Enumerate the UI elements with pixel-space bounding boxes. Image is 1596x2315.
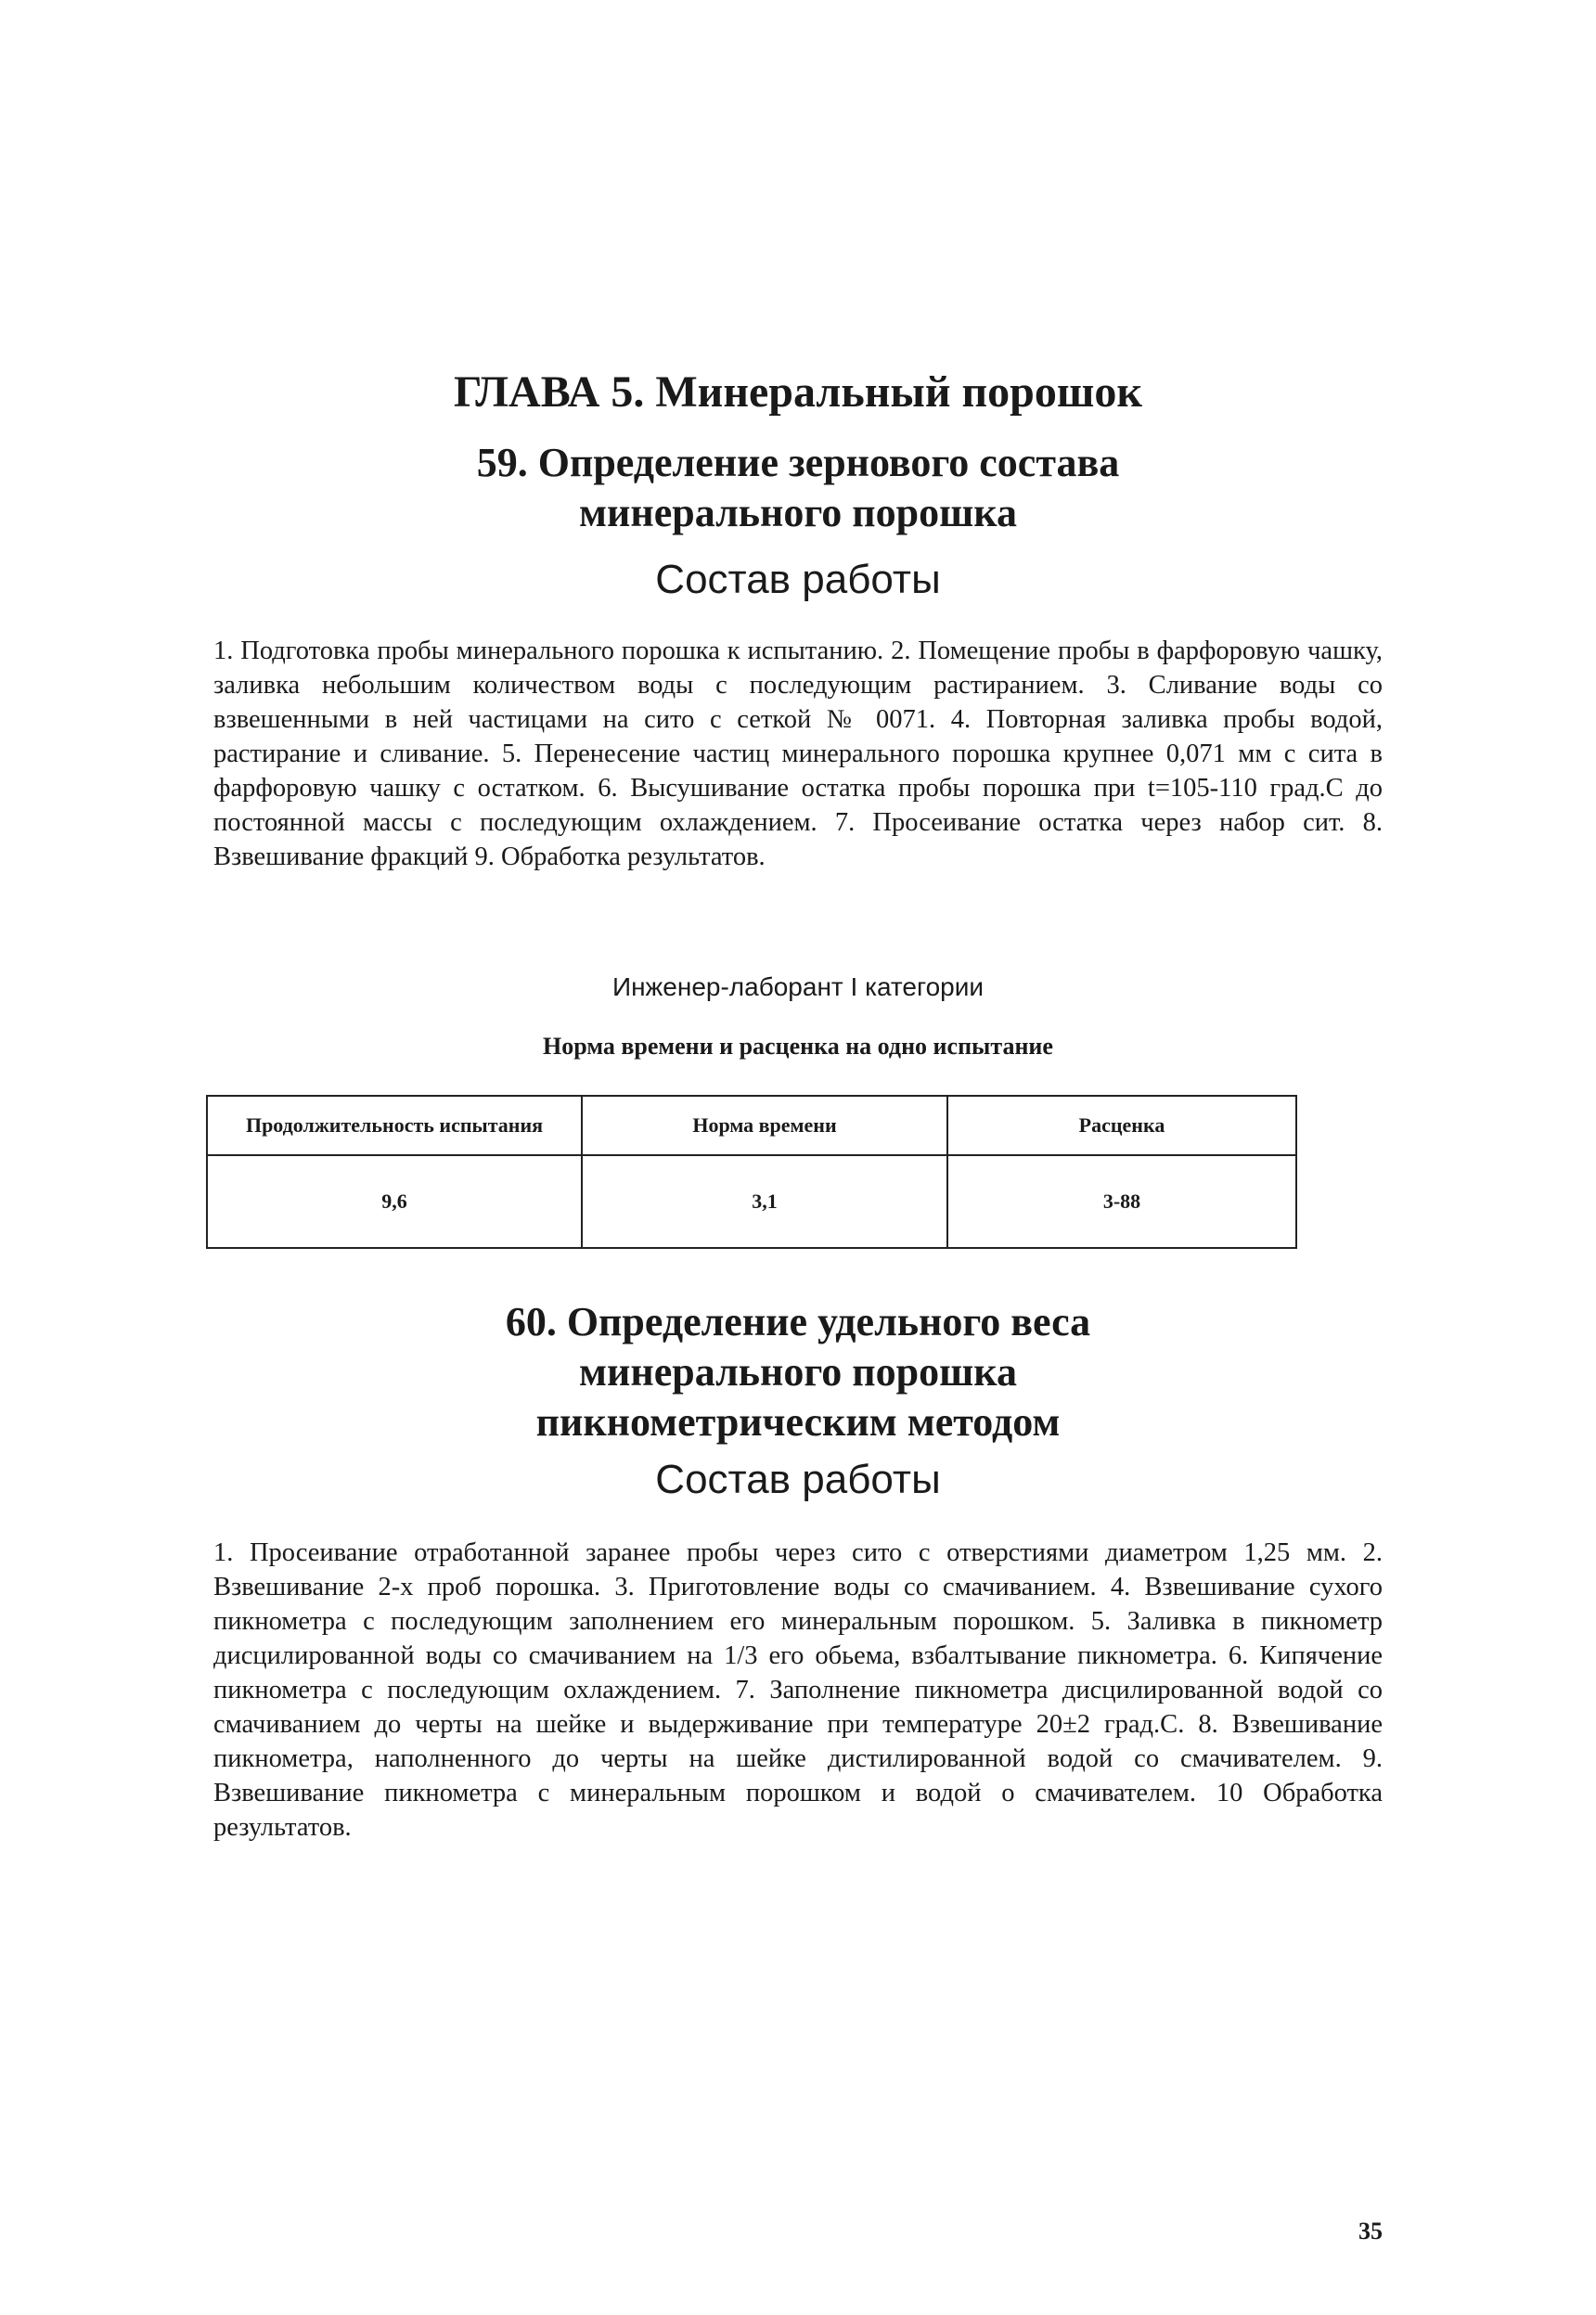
page-number: 35	[1358, 2218, 1383, 2244]
section-60-title-line3: пикнометрическим методом	[535, 1399, 1061, 1445]
norm-table	[206, 1095, 1297, 1249]
header-time-norm: Норма времени	[582, 1096, 947, 1155]
section-59-paragraph: 1. Подготовка пробы минерального порошка к испытанию. 2. Помещение пробы в фарфоровую чашку, заливка небольшим количеством воды с последующим растиранием. 3. Сливание воды со взвешенными в ней частицами на сито с сеткой № 0071. 4. Повторная заливка пробы водой, растирание и сливание. 5. Перенесение частиц минерального порошка крупнее 0,071 мм с сита в фарфоровую чашку с остатком. 6. Высушивание остатка пробы порошка при t=105-110 град.С до постоянной массы с последующим охлаждением. 7. Просеивание остатка через набор сит. 8. Взвешивание фракций 9. Обработка результатов.	[213, 637, 1383, 871]
norm-table-header-row	[207, 1096, 1296, 1155]
chapter-title: ГЛАВА 5. Минеральный порошок	[453, 367, 1143, 417]
section-59-role: Инженер-лаборант I категории	[611, 972, 985, 1001]
header-rate: Расценка	[947, 1096, 1296, 1155]
cell-time-norm: 3,1	[582, 1155, 947, 1248]
table-row	[207, 1155, 1296, 1248]
section-59-title-line2: минерального порошка	[579, 490, 1017, 535]
section-59-subtitle: Состав работы	[655, 557, 941, 602]
section-59-title	[213, 438, 1383, 538]
section-60-paragraph: 1. Просеивание отработанной заранее пробы через сито с отверстиями диаметром 1,25 мм. 2. Взвешивание 2-х проб порошка. 3. Приготовление воды со смачиванием. 4. Взвешивание сухого пикнометра с последующим заполнением его минеральным порошком. 5. Заливка в пикнометр дисцилированной воды со смачиванием на 1/3 его обьема, взбалтывание пикнометра. 6. Кипячение пикнометра с последующим охлаждением. 7. Заполнение пикнометра дисцилированной водой со смачиванием до черты на шейке и выдерживание при температуре 20±2 град.С. 8. Взвешивание пикнометра, наполненного до черты на шейке дистилированной водой со смачивателем. 9. Взвешивание пикнометра с минеральным порошком и водой о смачивателем. 10 Обработка результатов.	[213, 1538, 1383, 1842]
header-duration: Продолжительность испытания	[207, 1096, 582, 1155]
cell-rate: 3-88	[947, 1155, 1296, 1248]
section-59-norm-title: Норма времени и расценка на одно испытание	[543, 1033, 1053, 1060]
section-60-title-line1: 60. Определение удельного веса	[505, 1299, 1091, 1344]
section-60-subtitle: Состав работы	[655, 1457, 941, 1502]
section-59-title-line1: 59. Определение зернового состава	[476, 440, 1120, 485]
section-60-title	[213, 1297, 1383, 1447]
cell-duration: 9,6	[207, 1155, 582, 1248]
section-60-title-line2: минерального порошка	[579, 1349, 1017, 1395]
